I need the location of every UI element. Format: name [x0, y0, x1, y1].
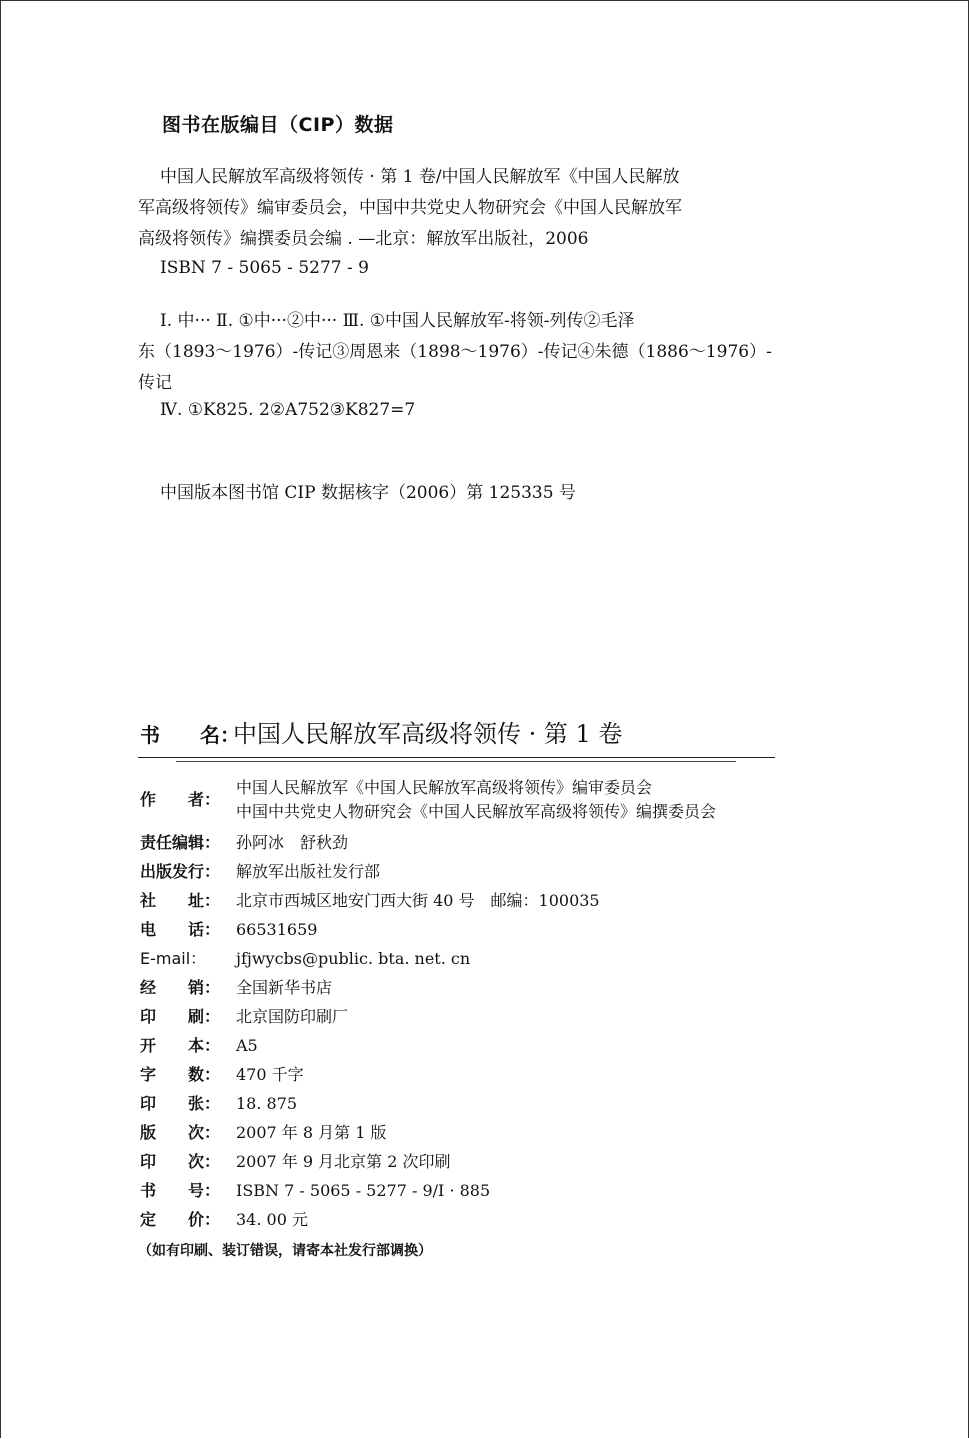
publisher-value: 解放军出版社发行部	[236, 862, 381, 881]
wordcount-label: 字 数：	[140, 1065, 221, 1084]
address-value: 北京市西城区地安门西大街 40 号 邮编：100035	[236, 891, 600, 910]
printer-value: 北京国防印刷厂	[236, 1007, 349, 1026]
book-title: 中国人民解放军高级将领传 · 第 1 卷	[233, 720, 623, 748]
booknum-label: 书 号：	[140, 1181, 221, 1200]
author-line: 中国中共党史人物研究会《中国人民解放军高级将领传》编撰委员会	[236, 802, 717, 821]
info-row-edition	[140, 1118, 716, 1147]
sheets-value: 18. 875	[236, 1094, 298, 1113]
editor-label: 责任编辑：	[140, 833, 221, 852]
cip-entry-line: 高级将领传》编撰委员会编 . —北京：解放军出版社，2006	[138, 229, 589, 249]
info-row-wordcount	[140, 1060, 716, 1089]
author-line: 中国人民解放军《中国人民解放军高级将领传》编审委员会	[236, 778, 653, 797]
author-label: 作 者：	[140, 790, 221, 809]
info-row-booknum	[140, 1176, 716, 1205]
printing-label: 印 次：	[140, 1152, 221, 1171]
price-label: 定 价：	[140, 1210, 221, 1229]
format-value: A5	[236, 1036, 258, 1055]
cip-entry-line: 中国人民解放军高级将领传 · 第 1 卷/中国人民解放军《中国人民解放	[160, 167, 680, 187]
info-row-sheets	[140, 1089, 716, 1118]
colophon-table	[140, 772, 716, 1234]
email-label: E-mail：	[140, 949, 207, 968]
cip-verification: 中国版本图书馆 CIP 数据核字（2006）第 125335 号	[160, 483, 576, 503]
phone-label: 电 话：	[140, 920, 221, 939]
phone-value: 66531659	[236, 920, 318, 939]
cip-heading: 图书在版编目（CIP）数据	[162, 114, 394, 136]
edition-value: 2007 年 8 月第 1 版	[236, 1123, 387, 1142]
title-rule-thin	[176, 761, 736, 762]
cip-class-line: 传记	[138, 373, 172, 393]
cip-entry	[138, 162, 788, 255]
info-row-distributor	[140, 973, 716, 1002]
info-row-editor	[140, 828, 716, 857]
cip-class-line: 东（1893～1976）-传记③周恩来（1898～1976）-传记④朱德（1886～1976）-	[138, 342, 772, 362]
sheets-label: 印 张：	[140, 1094, 221, 1113]
info-row-price	[140, 1205, 716, 1234]
title-rule	[138, 757, 775, 758]
wordcount-value: 470 千字	[236, 1065, 304, 1084]
publisher-label: 出版发行：	[140, 862, 221, 881]
info-row-address	[140, 886, 716, 915]
editor-value: 孙阿冰 舒秋劲	[236, 833, 349, 852]
cip-classification	[138, 306, 788, 399]
email-value: jfjwycbs@public. bta. net. cn	[236, 949, 471, 968]
booknum-value: ISBN 7 - 5065 - 5277 - 9/I · 885	[236, 1181, 491, 1200]
cip-class-numbers: Ⅳ. ①K825. 2②A752③K827=7	[160, 400, 416, 420]
info-row-format	[140, 1031, 716, 1060]
edition-label: 版 次：	[140, 1123, 221, 1142]
author-value	[236, 772, 716, 824]
printer-label: 印 刷：	[140, 1007, 221, 1026]
distributor-value: 全国新华书店	[236, 978, 333, 997]
format-label: 开 本：	[140, 1036, 221, 1055]
book-title-label: 书 名：	[140, 723, 240, 747]
distributor-label: 经 销：	[140, 978, 221, 997]
footnote: （如有印刷、装订错误，请寄本社发行部调换）	[138, 1243, 432, 1259]
address-label: 社 址：	[140, 891, 221, 910]
cip-class-line: Ⅰ. 中··· Ⅱ. ①中···②中··· Ⅲ. ①中国人民解放军-将领-列传②毛泽	[160, 311, 635, 331]
printing-value: 2007 年 9 月北京第 2 次印刷	[236, 1152, 451, 1171]
info-row-author	[140, 772, 716, 828]
info-row-phone	[140, 915, 716, 944]
info-row-email	[140, 944, 716, 973]
cip-entry-line: 军高级将领传》编审委员会，中国中共党史人物研究会《中国人民解放军	[138, 198, 682, 218]
price-value: 34. 00 元	[236, 1210, 308, 1229]
info-row-printer	[140, 1002, 716, 1031]
info-row-printing	[140, 1147, 716, 1176]
cip-isbn: ISBN 7 - 5065 - 5277 - 9	[160, 258, 369, 278]
book-title-row	[140, 714, 622, 749]
info-row-publisher	[140, 857, 716, 886]
